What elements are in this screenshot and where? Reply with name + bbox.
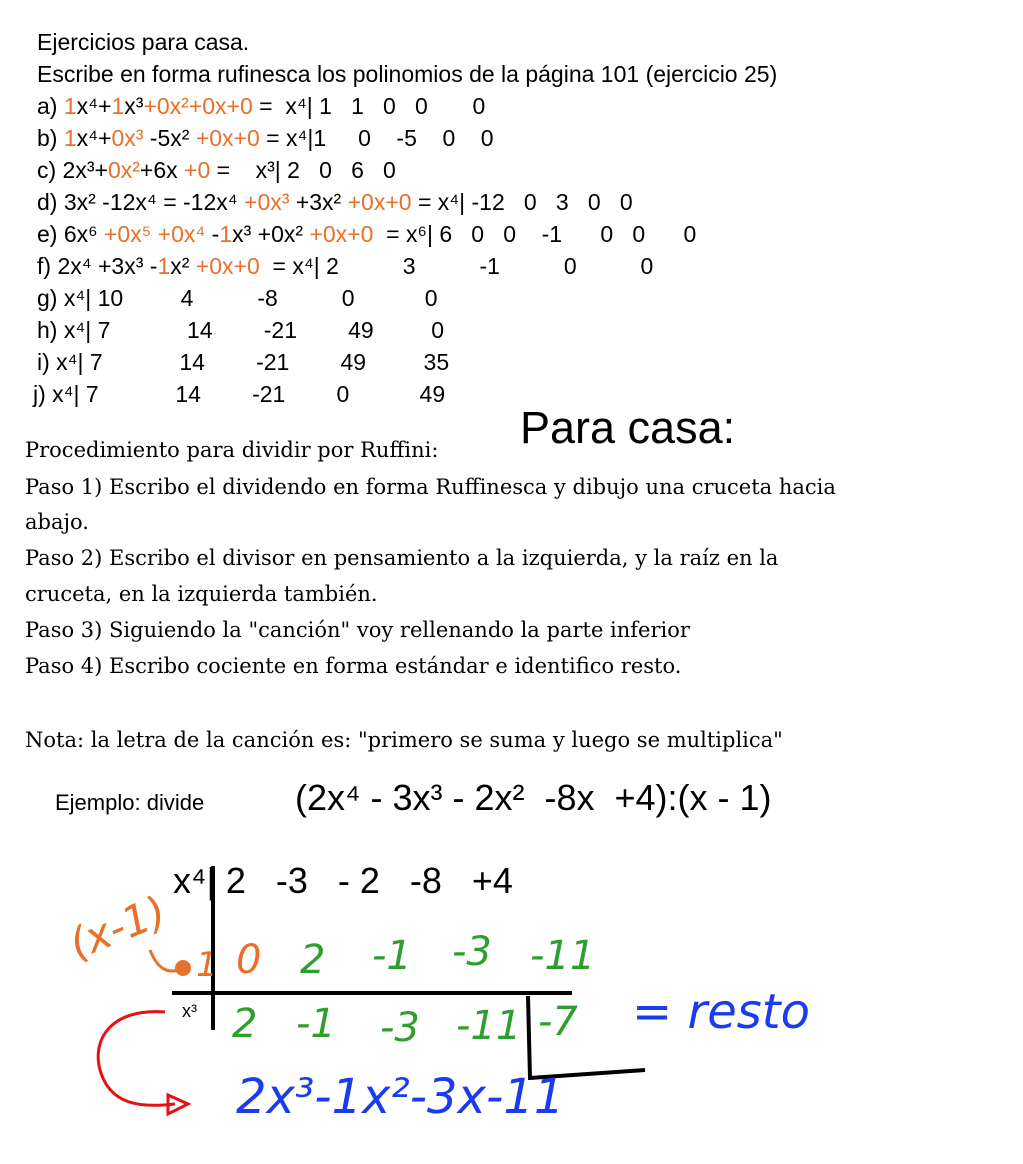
result-1: -1 [296, 1001, 336, 1047]
resto-label: = resto [632, 984, 810, 1040]
handwritten-divisor: (x-1) [62, 886, 173, 969]
paso-2-line-1: Paso 2) Escribo el divisor en pensamiento a la izquierda, y la raíz en la [25, 546, 779, 570]
paso-2-line-2: cruceta, en la izquierda también. [25, 582, 378, 606]
quotient-polynomial: 2x³-1x²-3x-11 [236, 1069, 565, 1125]
exercise-j: j) x⁴| 7 14 -21 0 49 [33, 381, 446, 407]
procedure-heading: Procedimiento para dividir por Ruffini: [25, 438, 439, 462]
exercise-instruction: Escribe en forma rufinesca los polinomios de la página 101 (ejercicio 25) [37, 61, 778, 87]
paso-1-line-2: abajo. [25, 510, 89, 534]
exercise-e: e) 6x⁶ +0x⁵ +0x⁴ -1x³ +0x² +0x+0 = x⁶| 6 0 0 -1 0 0 0 [37, 221, 697, 247]
exercise-title: Ejercicios para casa. [37, 29, 250, 55]
product-0: 0 [236, 937, 262, 983]
exercise-b: b) 1x⁴+0x³ -5x² +0x+0 = x⁴|1 0 -5 0 0 [37, 125, 494, 151]
result-0: 2 [232, 1001, 258, 1047]
nota: Nota: la letra de la canción es: "primero se suma y luego se multiplica" [25, 728, 783, 752]
red-arrow-curve [98, 1012, 175, 1106]
paso-4: Paso 4) Escribo cociente en forma estándar e identifico resto. [25, 654, 682, 678]
exercise-g: g) x⁴| 10 4 -8 0 0 [37, 285, 438, 311]
exercise-i: i) x⁴| 7 14 -21 49 35 [37, 349, 450, 375]
product-4: -11 [530, 933, 596, 979]
product-3: -3 [452, 929, 492, 975]
para-casa-heading: Para casa: [520, 402, 736, 453]
example-label: Ejemplo: divide [55, 790, 205, 815]
paso-3: Paso 3) Siguiendo la "canción" voy rellenando la parte inferior [25, 618, 690, 642]
exercise-c: c) 2x³+0x²+6x +0 = x³| 2 0 6 0 [37, 157, 396, 183]
example-expression: (2x⁴ - 3x³ - 2x² -8x +4):(x - 1) [295, 777, 772, 818]
handwritten-root: 1 [196, 945, 218, 985]
exercise-d: d) 3x² -12x⁴ = -12x⁴ +0x³ +3x² +0x+0 = x⁴| -12 0 3 0 0 [37, 189, 633, 215]
exercise-h: h) x⁴| 7 14 -21 49 0 [37, 317, 445, 343]
ruffini-header-row: x⁴| 2 -3 - 2 -8 +4 [173, 860, 513, 901]
result-2: -3 [380, 1005, 420, 1051]
exercise-a: a) 1x⁴+1x³+0x²+0x+0 = x⁴| 1 1 0 0 0 [37, 93, 486, 119]
result-3: -11 [456, 1003, 522, 1049]
quotient-degree: x³ [182, 1001, 197, 1021]
orange-pointer-dot [175, 960, 191, 976]
paso-1-line-1: Paso 1) Escribo el dividendo en forma Ruffinesca y dibujo una cruceta hacia [25, 475, 836, 499]
exercise-f: f) 2x⁴ +3x³ -1x² +0x+0 = x⁴| 2 3 -1 0 0 [37, 253, 654, 279]
product-2: -1 [372, 933, 412, 979]
result-remainder: -7 [538, 999, 578, 1045]
product-1: 2 [300, 937, 326, 983]
